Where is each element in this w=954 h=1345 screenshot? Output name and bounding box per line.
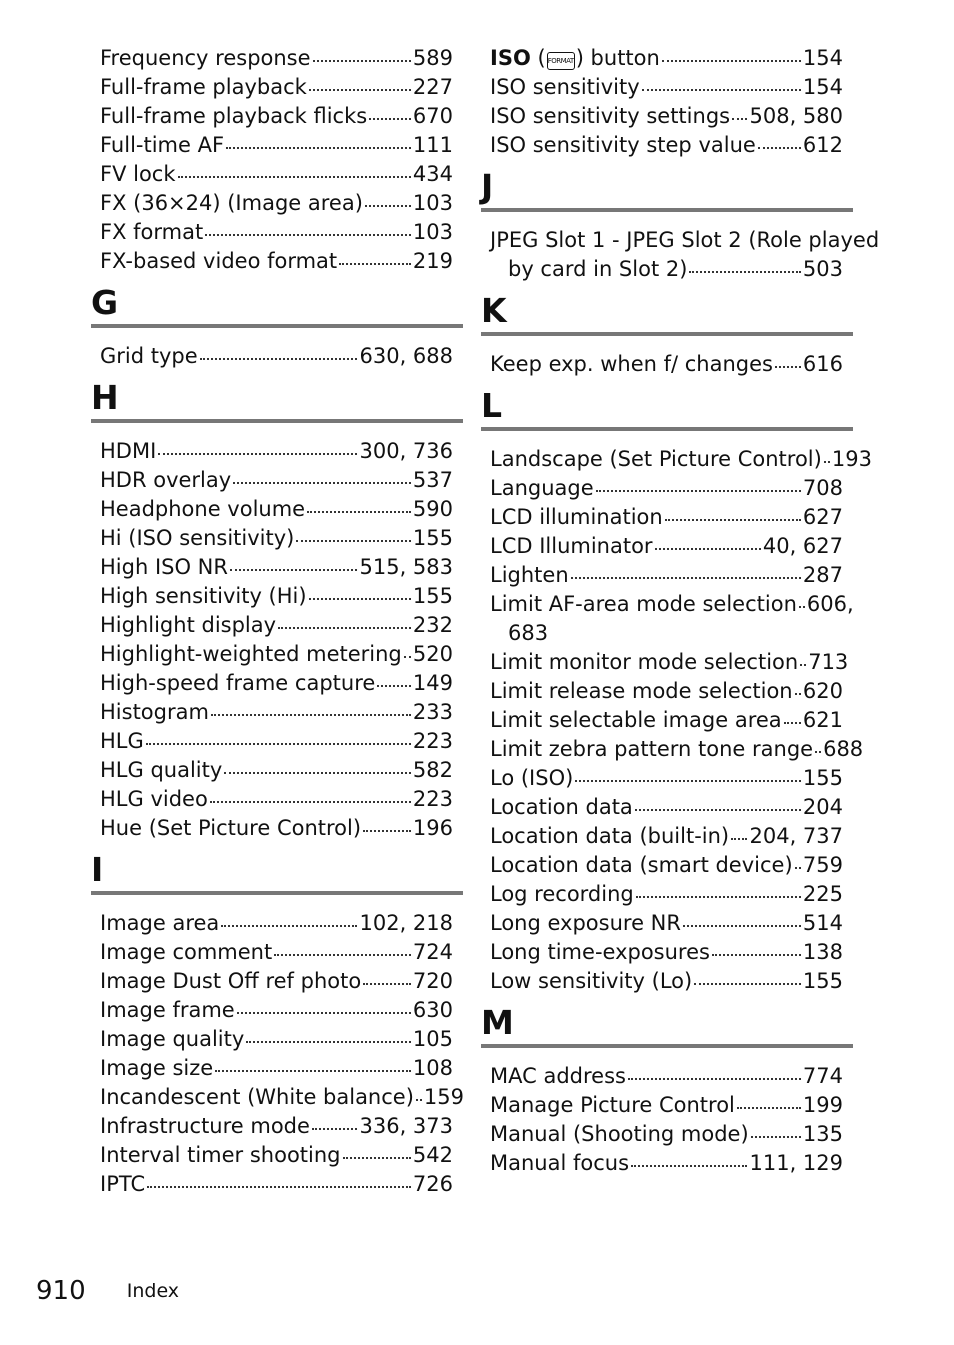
index-entry [481,822,853,851]
index-entry [91,189,463,218]
leader-dots [575,780,801,782]
entry-pages: 621 [802,708,843,732]
entry-term: FX-based video format [100,249,338,273]
entry-pages: 503 [802,257,843,281]
index-entry [91,1054,463,1083]
entry-term: Image frame [100,998,235,1022]
index-entry [91,756,463,785]
leader-dots [631,1165,747,1167]
entry-term: Highlight-weighted metering [100,642,402,666]
entry-pages: 726 [412,1172,453,1196]
leader-dots [665,519,801,521]
entry-pages: 713 [808,650,849,674]
entry-term: IPTC [100,1172,146,1196]
entry-pages: 708 [802,476,843,500]
entry-pages: 135 [802,1122,843,1146]
entry-term: Image comment [100,940,273,964]
entry-term: Limit AF-area mode selection [490,592,797,616]
entry-term: High-speed frame capture [100,671,376,695]
entry-term: HLG video [100,787,208,811]
section-letter-m: M [481,1003,514,1042]
entry-term: Image area [100,911,220,935]
entry-term: Limit release mode selection [490,679,793,703]
leader-dots [824,461,830,463]
entry-pages: 105 [412,1027,453,1051]
leader-dots [221,925,357,927]
entry-pages: 154 [802,46,843,70]
entry-pages: 155 [802,766,843,790]
entry-pages: 606, [806,592,854,616]
leader-dots [274,954,411,956]
index-entry [91,437,463,466]
entry-term: Long time-exposures [490,940,710,964]
entry-pages: 219 [412,249,453,273]
leader-dots [636,896,801,898]
entry-term: Image Dust Off ref photo [100,969,362,993]
entry-term: FX (36×24) (Image area) [100,191,363,215]
entry-pages: 225 [802,882,843,906]
index-entry [91,996,463,1025]
footer-label: Index [126,1280,180,1302]
entry-pages: 590 [412,497,453,521]
index-entry [481,793,853,822]
page-footer [36,1276,179,1306]
entry-pages: 204, 737 [749,824,843,848]
entry-pages: 155 [412,584,453,608]
entry-term: Interval timer shooting [100,1143,341,1167]
entry-term: Full-frame playback [100,75,307,99]
entry-pages: 111 [412,133,453,157]
section-rule [481,427,853,431]
leader-dots [339,263,411,265]
index-entry [481,102,853,131]
leader-dots [795,693,801,695]
section-rule [91,419,463,423]
entry-term: High ISO NR [100,555,228,579]
entry-term: HLG quality [100,758,223,782]
index-entry [481,73,853,102]
leader-dots [369,118,411,120]
entry-pages: 232 [412,613,453,637]
leader-dots [205,234,411,236]
leader-dots [233,482,411,484]
leader-dots [758,147,801,149]
leader-dots [712,954,801,956]
entry-pages: 300, 736 [359,439,453,463]
entry-pages: 616 [802,352,843,376]
entry-term: Headphone volume [100,497,306,521]
index-entry [481,851,853,880]
leader-dots [210,801,411,803]
index-entry [91,1025,463,1054]
leader-dots [313,60,411,62]
index-entry [91,466,463,495]
leader-dots [377,685,411,687]
entry-term: FX format [100,220,204,244]
entry-pages: 154 [802,75,843,99]
entry-pages: 193 [831,447,872,471]
entry-pages: 582 [412,758,453,782]
entries-i [91,909,463,1199]
entry-term: HLG [100,729,144,753]
leader-dots [731,838,747,840]
entry-term: Full-frame playback flicks [100,104,368,128]
index-entry [481,677,853,706]
entry-pages: 514 [802,911,843,935]
index-entry [91,611,463,640]
entry-pages: 515, 583 [359,555,453,579]
section-letter-k: K [481,291,507,330]
entry-term: Limit selectable image area [490,708,782,732]
index-entry [481,1149,853,1178]
index-entry [481,648,853,677]
entry-term: HDMI [100,439,157,463]
entry-term: Histogram [100,700,209,724]
leader-dots [296,540,411,542]
entry-term: Grid type [100,344,198,368]
index-entry [91,1170,463,1199]
entry-term: Language [490,476,594,500]
index-entry [91,247,463,276]
entry-pages: 102, 218 [359,911,453,935]
leader-dots [655,548,761,550]
entries-l-a [481,445,872,590]
index-entry [91,727,463,756]
index-entry [481,561,853,590]
leader-dots [146,743,411,745]
index-entry [91,131,463,160]
index-entry [91,524,463,553]
entries-k [481,350,853,379]
entries-h [91,437,463,843]
section-letter-g: G [91,283,119,322]
entry-term: Lo (ISO) [490,766,574,790]
leader-dots [662,60,801,62]
index-entry [481,764,853,793]
index-entry [481,735,864,764]
entry-term: Manual focus [490,1151,630,1175]
entries-l-b [481,648,864,996]
entry-pages-continued: 683 [508,621,549,645]
leader-dots [784,722,801,724]
entry-term: MAC address [490,1064,626,1088]
index-entry [481,938,853,967]
entries-f [91,44,463,276]
index-entry [481,131,853,160]
leader-dots [309,89,411,91]
leader-dots [363,830,411,832]
index-entry [91,553,463,582]
index-entry [91,73,463,102]
right-column [481,44,880,1178]
index-entry [91,1083,463,1112]
entry-pages: 199 [802,1093,843,1117]
entry-pages: 108 [412,1056,453,1080]
section-rule [481,332,853,336]
entry-term: HDR overlay [100,468,232,492]
entry-term: Frequency response [100,46,311,70]
leader-dots [683,925,801,927]
left-column [91,44,463,1199]
entry-term: ISO sensitivity step value [490,133,756,157]
entry-pages: 155 [412,526,453,550]
section-rule [481,1044,853,1048]
leader-dots [694,983,801,985]
entry-pages: 138 [802,940,843,964]
entry-term: Limit monitor mode selection [490,650,799,674]
entry-pages: 159 [423,1085,464,1109]
leader-dots [596,490,801,492]
entry-pages: 627 [802,505,843,529]
entry-term: JPEG Slot 1 - JPEG Slot 2 (Role played [490,228,880,252]
entry-pages: 233 [412,700,453,724]
index-entry [481,474,853,503]
leader-dots [799,606,805,608]
index-entry [481,909,853,938]
entry-term: Log recording [490,882,634,906]
leader-dots [775,366,801,368]
leader-dots [689,271,800,273]
leader-dots [732,118,747,120]
index-entry [91,1112,463,1141]
entry-pages: 103 [412,191,453,215]
entry-term: Incandescent (White balance) [100,1085,414,1109]
entry-pages: 724 [412,940,453,964]
entry-term: Infrastructure mode [100,1114,310,1138]
entry-term-continued: by card in Slot 2) [508,257,688,281]
index-entry [481,706,853,735]
leader-dots [215,1070,411,1072]
index-entry [91,814,463,843]
leader-dots [800,664,806,666]
format-button-icon: FORMAT [547,52,575,70]
index-entry [91,967,463,996]
leader-dots [278,627,411,629]
index-entry [91,495,463,524]
entry-term: ISO sensitivity [490,75,640,99]
entry-pages: 620 [802,679,843,703]
index-entry [481,1120,853,1149]
entry-pages: 227 [412,75,453,99]
leader-dots [343,1157,411,1159]
entry-pages: 774 [802,1064,843,1088]
index-entry [481,1062,853,1091]
leader-dots [246,1041,411,1043]
index-entry [481,967,853,996]
leader-dots [307,511,411,513]
entries-iso [481,73,853,160]
leader-dots [309,598,411,600]
leader-dots [404,656,411,658]
index-entry [481,532,853,561]
index-entry [91,44,463,73]
entry-term: Landscape (Set Picture Control) [490,447,822,471]
section-letter-l: L [481,386,503,425]
index-entry [91,218,463,247]
index-entry [91,640,463,669]
leader-dots [224,772,411,774]
index-entry [91,698,463,727]
leader-dots [795,867,801,869]
entry-pages: 40, 627 [762,534,843,558]
leader-dots [363,983,411,985]
section-letter-j: J [481,167,494,206]
entry-pages: 111, 129 [749,1151,843,1175]
leader-dots [635,809,801,811]
entry-term: High sensitivity (Hi) [100,584,307,608]
section-rule [91,324,463,328]
entry-term: Hue (Set Picture Control) [100,816,362,840]
entry-term: Location data [490,795,633,819]
entry-term: LCD Illuminator [490,534,653,558]
entry-pages: 589 [412,46,453,70]
section-letter-i: I [91,850,104,889]
entries-m [481,1062,853,1178]
leader-dots [147,1186,411,1188]
leader-dots [571,577,801,579]
entry-term: Lighten [490,563,569,587]
entry-term: FV lock [100,162,176,186]
entry-term: Full-time AF [100,133,225,157]
entry-pages: 434 [412,162,453,186]
entry-term: Low sensitivity (Lo) [490,969,693,993]
entry-pages: 287 [802,563,843,587]
section-rule [91,891,463,895]
index-entry [481,445,872,474]
entry-term: Manage Picture Control [490,1093,735,1117]
leader-dots [230,569,358,571]
entry-term: Long exposure NR [490,911,681,935]
entry-term: Highlight display [100,613,277,637]
leader-dots [815,751,821,753]
entry-term: Location data (smart device) [490,853,793,877]
entry-pages: 204 [802,795,843,819]
index-entry-jpeg-slot [481,226,880,284]
index-entry [481,880,853,909]
entry-pages: 196 [412,816,453,840]
leader-dots [200,358,358,360]
index-entry [91,669,463,698]
entry-pages: 688 [823,737,864,761]
leader-dots [751,1136,801,1138]
entry-term: ISO sensitivity settings [490,104,731,128]
index-entry [91,582,463,611]
index-entry [481,350,853,379]
entry-pages: 630 [412,998,453,1022]
leader-dots [628,1078,801,1080]
entry-pages: 542 [412,1143,453,1167]
index-entry [91,102,463,131]
leader-dots [312,1128,358,1130]
entry-pages: 630, 688 [359,344,453,368]
entry-term: Manual (Shooting mode) [490,1122,749,1146]
index-entry-iso-button: ISO ( FORMAT) button 154 [481,44,853,73]
entry-pages: 103 [412,220,453,244]
index-entry [91,160,463,189]
section-letter-h: H [91,378,119,417]
entry-pages: 720 [412,969,453,993]
entry-pages: 223 [412,729,453,753]
page-number: 910 [36,1276,86,1306]
entry-pages: 670 [412,104,453,128]
index-entry [91,342,463,371]
leader-dots [642,89,801,91]
leader-dots [416,1099,422,1101]
entry-term: Image size [100,1056,214,1080]
entry-term: Limit zebra pattern tone range [490,737,814,761]
entry-pages: 759 [802,853,843,877]
entry-term: Image quality [100,1027,245,1051]
entry-term: Hi (ISO sensitivity) [100,526,295,550]
entry-pages: 612 [802,133,843,157]
leader-dots [178,176,411,178]
entry-term: Keep exp. when f/ changes [490,352,773,376]
entry-pages: 508, 580 [749,104,843,128]
leader-dots [226,147,411,149]
entry-term: LCD illumination [490,505,663,529]
leader-dots [737,1107,801,1109]
entries-g [91,342,463,371]
index-entry [91,909,463,938]
entry-term: Location data (built-in) [490,824,730,848]
leader-dots [237,1012,411,1014]
entry-pages: 223 [412,787,453,811]
entry-pages: 537 [412,468,453,492]
leader-dots [158,453,357,455]
leader-dots [365,205,411,207]
iso-label: ISO [490,46,531,70]
index-entry [481,503,853,532]
section-rule [481,208,853,212]
leader-dots [211,714,411,716]
index-entry-limit-af-area [481,590,853,648]
index-entry [91,938,463,967]
index-entry [91,785,463,814]
index-entry [91,1141,463,1170]
entry-pages: 149 [412,671,453,695]
entry-pages: 520 [412,642,453,666]
entry-pages: 155 [802,969,843,993]
entry-pages: 336, 373 [359,1114,453,1138]
index-entry [481,1091,853,1120]
